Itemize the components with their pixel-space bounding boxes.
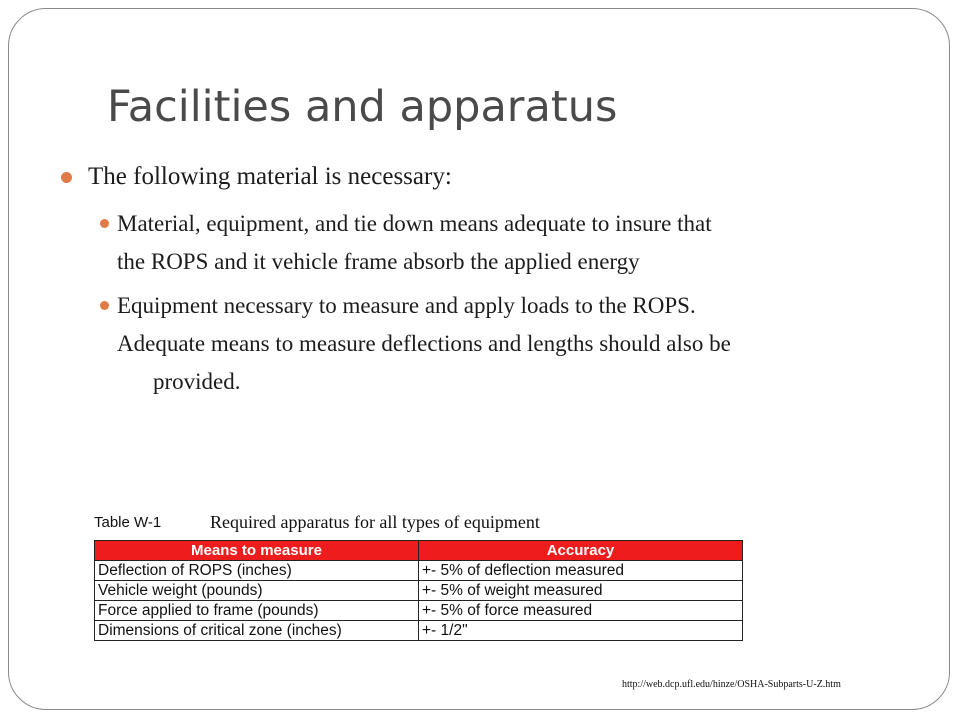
table-row [95, 601, 743, 621]
table-cell: Deflection of ROPS (inches) [95, 561, 419, 581]
sub-bullet-2-line-1: Equipment necessary to measure and apply loads to the ROPS. [117, 293, 696, 318]
table-cell: +- 1/2" [419, 621, 743, 641]
table-cell: Dimensions of critical zone (inches) [95, 621, 419, 641]
table-cell: +- 5% of weight measured [419, 581, 743, 601]
bullet-dot-icon [61, 172, 72, 183]
bullet-dot-icon [100, 219, 109, 228]
table-cell: Vehicle weight (pounds) [95, 581, 419, 601]
sub-bullet-2-line-3: provided. [153, 369, 241, 394]
table-row [95, 621, 743, 641]
slide-title: Facilities and apparatus [107, 82, 618, 132]
table-cell: Force applied to frame (pounds) [95, 601, 419, 621]
bullet-dot-icon [100, 301, 109, 310]
table-row [95, 581, 743, 601]
apparatus-table [94, 540, 743, 641]
table-cell: +- 5% of deflection measured [419, 561, 743, 581]
sub-bullet-2-line-2: Adequate means to measure deflections and lengths should also be [117, 331, 731, 356]
header-means: Means to measure [95, 541, 419, 561]
table-header-row [95, 541, 743, 561]
sub-bullet-1-line-1: Material, equipment, and tie down means adequate to insure that [117, 211, 712, 236]
bullet-main: The following material is necessary: [88, 163, 452, 190]
table-label: Table W-1 [94, 514, 162, 531]
table-caption: Required apparatus for all types of equipment [210, 512, 540, 532]
source-link[interactable]: http://web.dcp.ufl.edu/hinze/OSHA-Subparts-U-Z.htm [622, 679, 841, 690]
table-row [95, 561, 743, 581]
sub-bullet-1-line-2: the ROPS and it vehicle frame absorb the applied energy [117, 249, 640, 274]
table-cell: +- 5% of force measured [419, 601, 743, 621]
header-accuracy: Accuracy [419, 541, 743, 561]
